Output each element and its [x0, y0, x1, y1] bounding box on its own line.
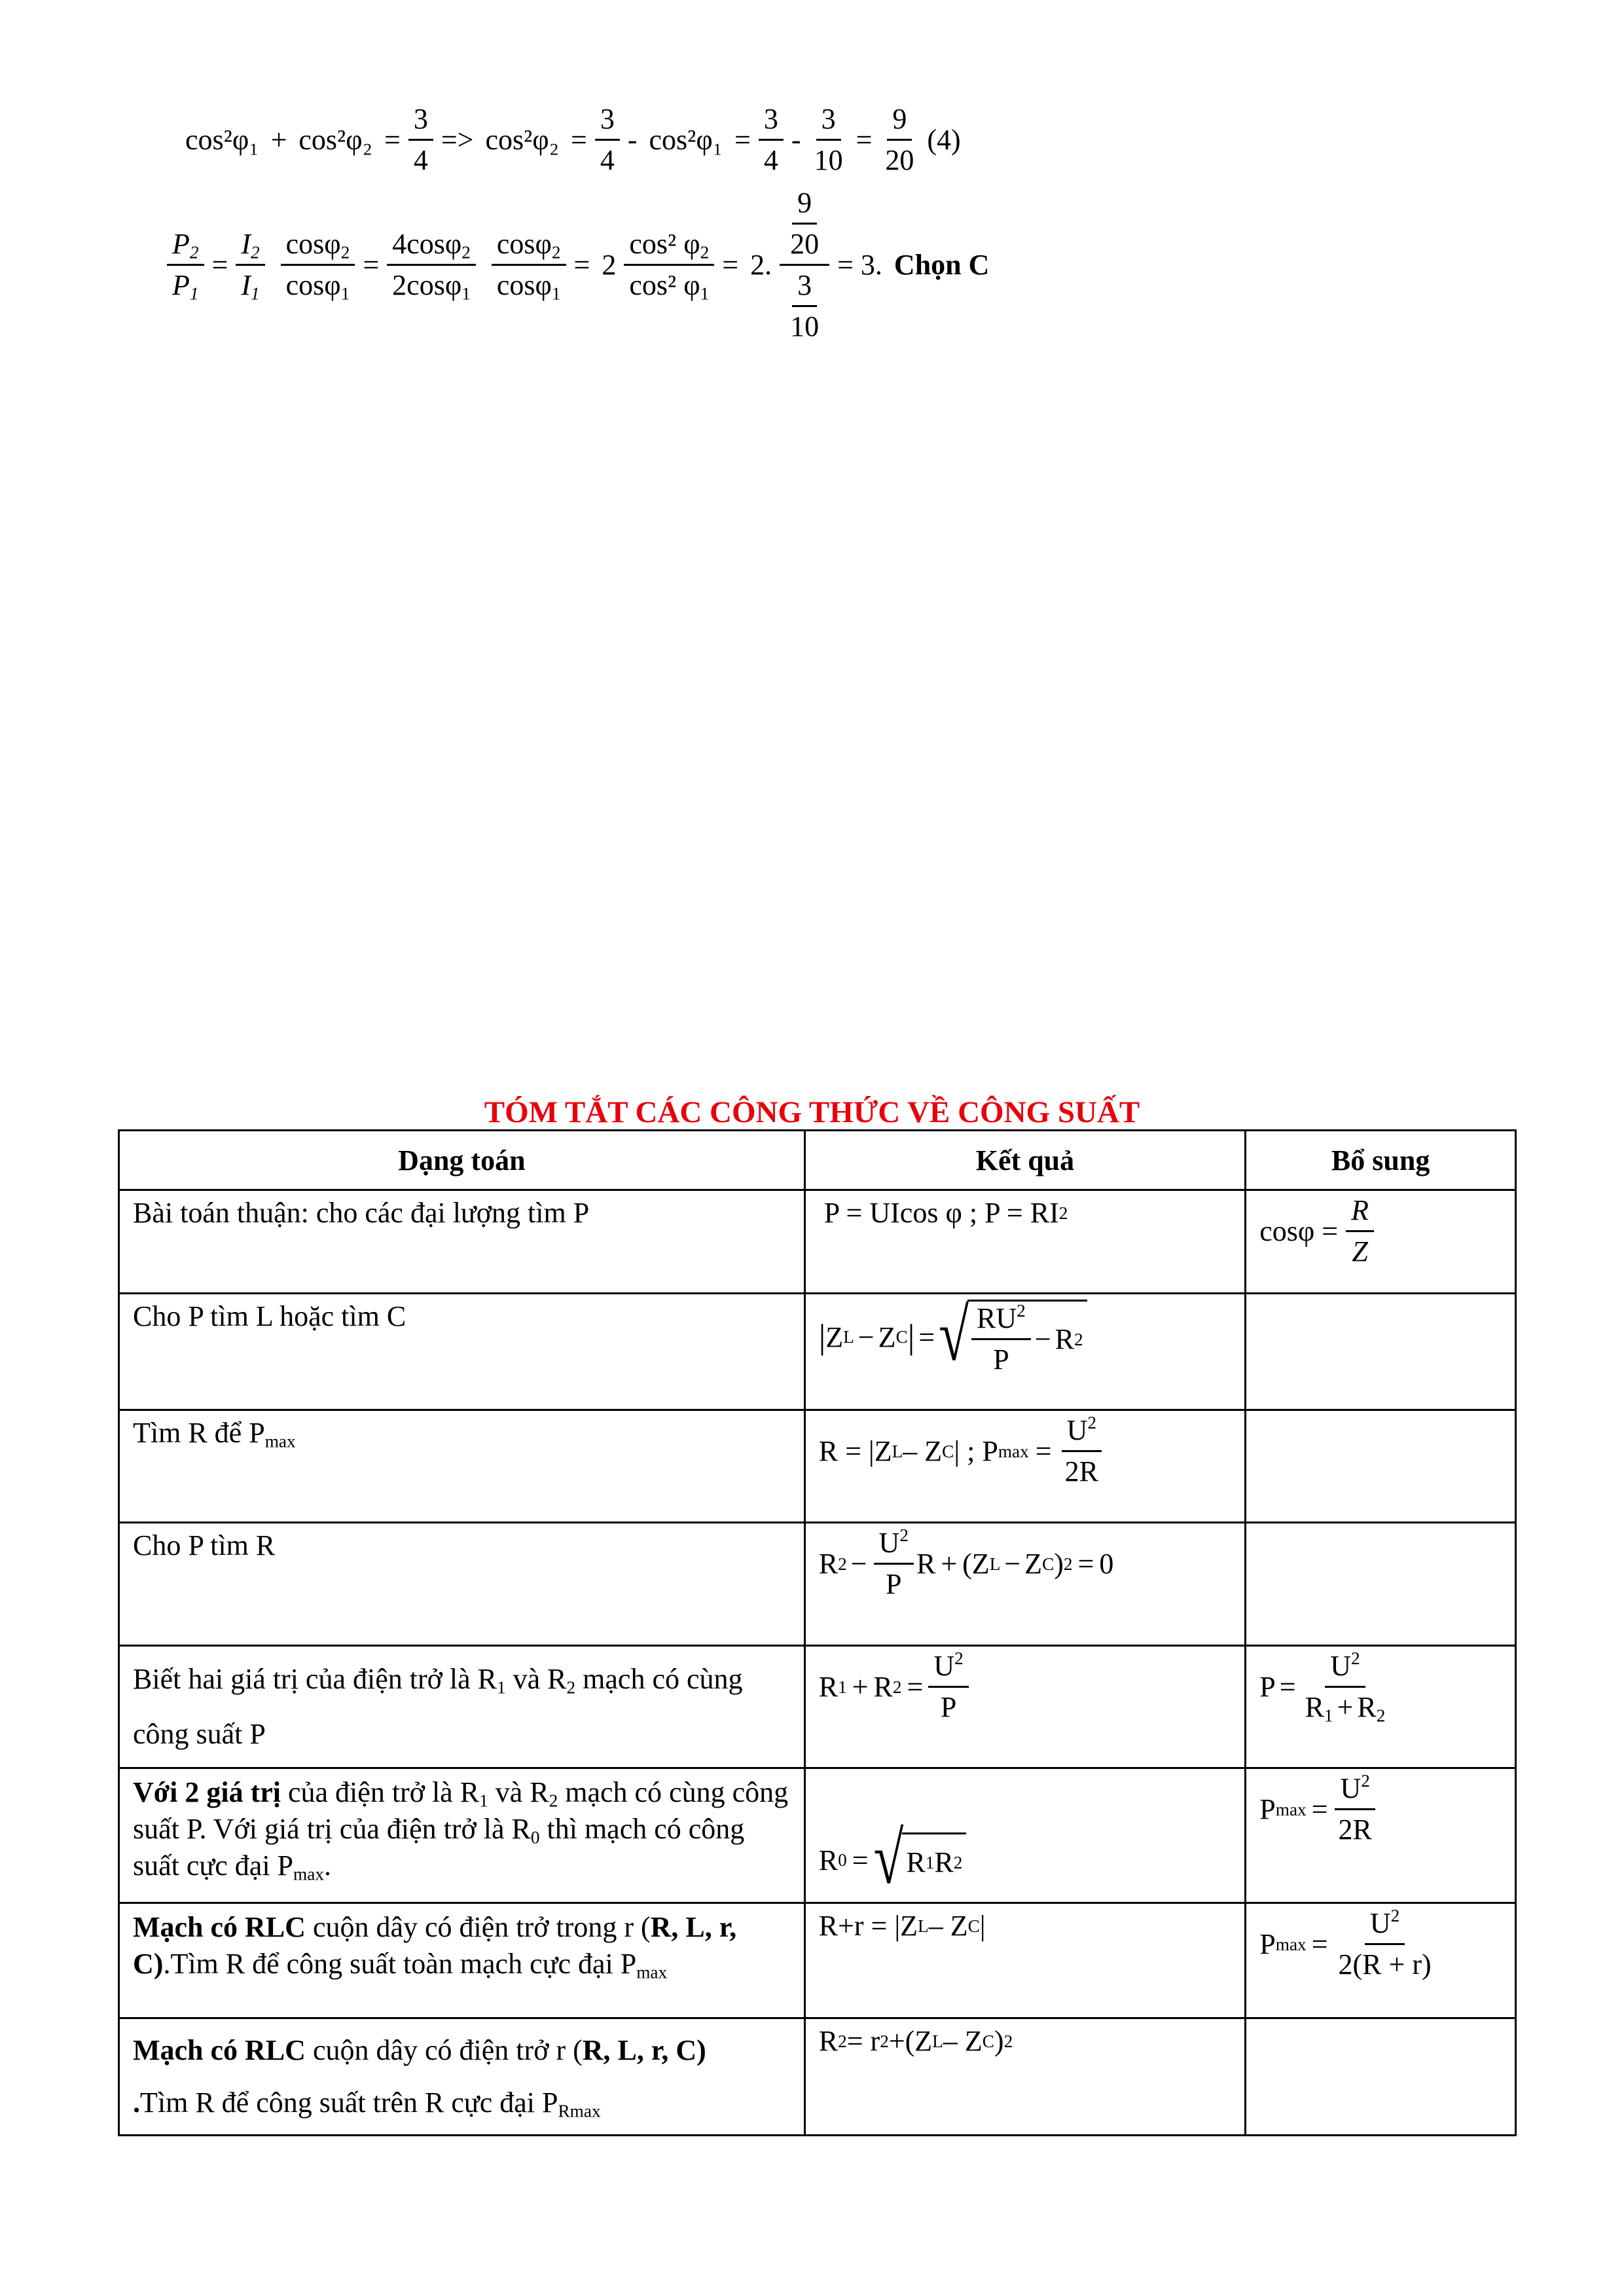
result-cell: R = |Z L – Z C | ; P max = $\frac{U^2}{2R}$: [804, 1410, 1246, 1523]
answer-choice: Chọn C: [893, 249, 990, 281]
result-cell: R 2 = r 2 +(Z L – Z C ) 2: [804, 2018, 1246, 2136]
equation-line-2: $\frac{P_2}{P_1}$ = $\frac{I_2}{I_1}$ $\frac{\cos\varphi_2}{\cos\varphi_1}$ = $\frac{4\cos\varphi_2}{2\cos\varphi_1}$ $\frac{\cos\varphi_2}{\cos\varphi_1}$ = 2 $\frac{\cos^2 \varphi_2}{\cos^2 \varphi_1}$ = 2. $\frac{\frac{9}{20}}{\frac{3}{10}}$ = 3. Chọn C: [159, 189, 989, 341]
table-row: [119, 1190, 1516, 1294]
compound-fraction: $\frac{\frac{9}{20}}{\frac{3}{10}}$: [780, 189, 829, 341]
problem-cell: Biết hai giá trị của điện trở là $R_1$ và $R_2$ mạch có cùng công suất P: [119, 1646, 805, 1768]
result-cell: R 0 = √ R 1 R 2: [804, 1768, 1246, 1903]
fraction-3-4: $\frac{3}{4}$: [759, 105, 784, 175]
fraction-cos2-ratio: $\frac{\cos^2 \varphi_2}{\cos^2 \varphi_1}$: [624, 230, 714, 300]
cos2-phi2: cos²φ₂: [298, 124, 372, 156]
summary-title: TÓM TẮT CÁC CÔNG THỨC VỀ CÔNG SUẤT: [484, 1095, 1140, 1129]
problem-cell: Bài toán thuận: cho các đại lượng tìm P: [119, 1190, 805, 1294]
supplement-cell: [1246, 1410, 1516, 1523]
header-result: Kết quả: [804, 1131, 1246, 1190]
table-row: [119, 1523, 1516, 1646]
fraction-cos-ratio: $\frac{\cos\varphi_2}{\cos\varphi_1}$: [281, 230, 355, 300]
problem-cell: Cho P tìm R: [119, 1523, 805, 1646]
formula-table: [118, 1129, 1517, 2136]
fraction-cos-ratio-2: $\frac{\cos\varphi_2}{\cos\varphi_1}$: [492, 230, 566, 300]
result-cell: R 1 + R 2 = $\frac{U^2}{P}$: [804, 1646, 1246, 1768]
fraction-i2-i1: $\frac{I_2}{I_1}$: [236, 230, 264, 300]
fraction-9-20: $\frac{9}{20}$: [885, 103, 914, 176]
supplement-cell: cosφ = $\frac{R}{Z}$: [1246, 1190, 1516, 1294]
fraction-3-4: $\frac{3}{4}$: [595, 105, 620, 175]
cos2-phi1: cos²φ₁: [185, 124, 259, 156]
problem-cell: Tìm R để $P_{max}$: [119, 1410, 805, 1523]
header-supplement: Bổ sung: [1246, 1131, 1516, 1190]
supplement-cell: P max = $\frac{U^2}{2(R + r)}$: [1246, 1903, 1516, 2018]
table-row: [119, 2018, 1516, 2136]
equation-label: (4): [927, 124, 961, 156]
table-row: [119, 1294, 1516, 1410]
header-problem-type: Dạng toán: [119, 1131, 805, 1190]
table-row: [119, 1646, 1516, 1768]
fraction-p2-p1: $\frac{P_2}{P_1}$: [167, 230, 204, 300]
result-cell: R 2 − $\frac{U^2}{P}$ R + (Z L − Z C ) 2 = 0: [804, 1523, 1246, 1646]
fraction-4cos-2cos: $\frac{4\cos\varphi_2}{2\cos\varphi_1}$: [387, 230, 476, 300]
supplement-cell: P max = $\frac{U^2}{2R}$: [1246, 1768, 1516, 1903]
result-cell: | Z L − Z C | = √ $\frac{RU^2}{P}$ − R 2: [804, 1294, 1246, 1410]
table-header-row: [119, 1131, 1516, 1190]
problem-cell: Mạch có RLC cuộn dây có điện trở trong r (R, L, r, C).Tìm R để công suất toàn mạch cực đại $P_{max}$: [119, 1903, 805, 2018]
supplement-cell: [1246, 1523, 1516, 1646]
result-value: = 3.: [837, 249, 882, 281]
fraction-3-4: $\frac{3}{4}$: [408, 105, 433, 175]
result-cell: P = UIcos φ ; P = RI 2: [804, 1190, 1246, 1294]
supplement-cell: [1246, 1294, 1516, 1410]
problem-cell: Mạch có RLC cuộn dây có điện trở r (R, L, r, C) .Tìm R để công suất trên R cực đại $P_{Rmax}$: [119, 2018, 805, 2136]
fraction-3-10: $\frac{3}{10}$: [814, 103, 843, 176]
table-row: [119, 1768, 1516, 1903]
problem-cell: Với 2 giá trị của điện trở là $R_1$ và $R_2$ mạch có cùng công suất P. Với giá trị của điện trở là $R_0$ thì mạch có công suất cực đại $P_{max}$.: [119, 1768, 805, 1903]
equation-line-1: cos²φ₁ + cos²φ₂ = $\frac{3}{4}$ => cos²φ₂ = $\frac{3}{4}$ - cos²φ₁ = $\frac{3}{4}$ - $\frac{3}{10}$ = $\frac{9}{20}$ (4): [185, 103, 961, 176]
table-row: [119, 1410, 1516, 1523]
table-row: [119, 1903, 1516, 2018]
supplement-cell: P = $\frac{U^2}{R_1 + R_2}$: [1246, 1646, 1516, 1768]
result-cell: R+r = |Z L – Z C |: [804, 1903, 1246, 2018]
problem-cell: Cho P tìm L hoặc tìm C: [119, 1294, 805, 1410]
supplement-cell: [1246, 2018, 1516, 2136]
